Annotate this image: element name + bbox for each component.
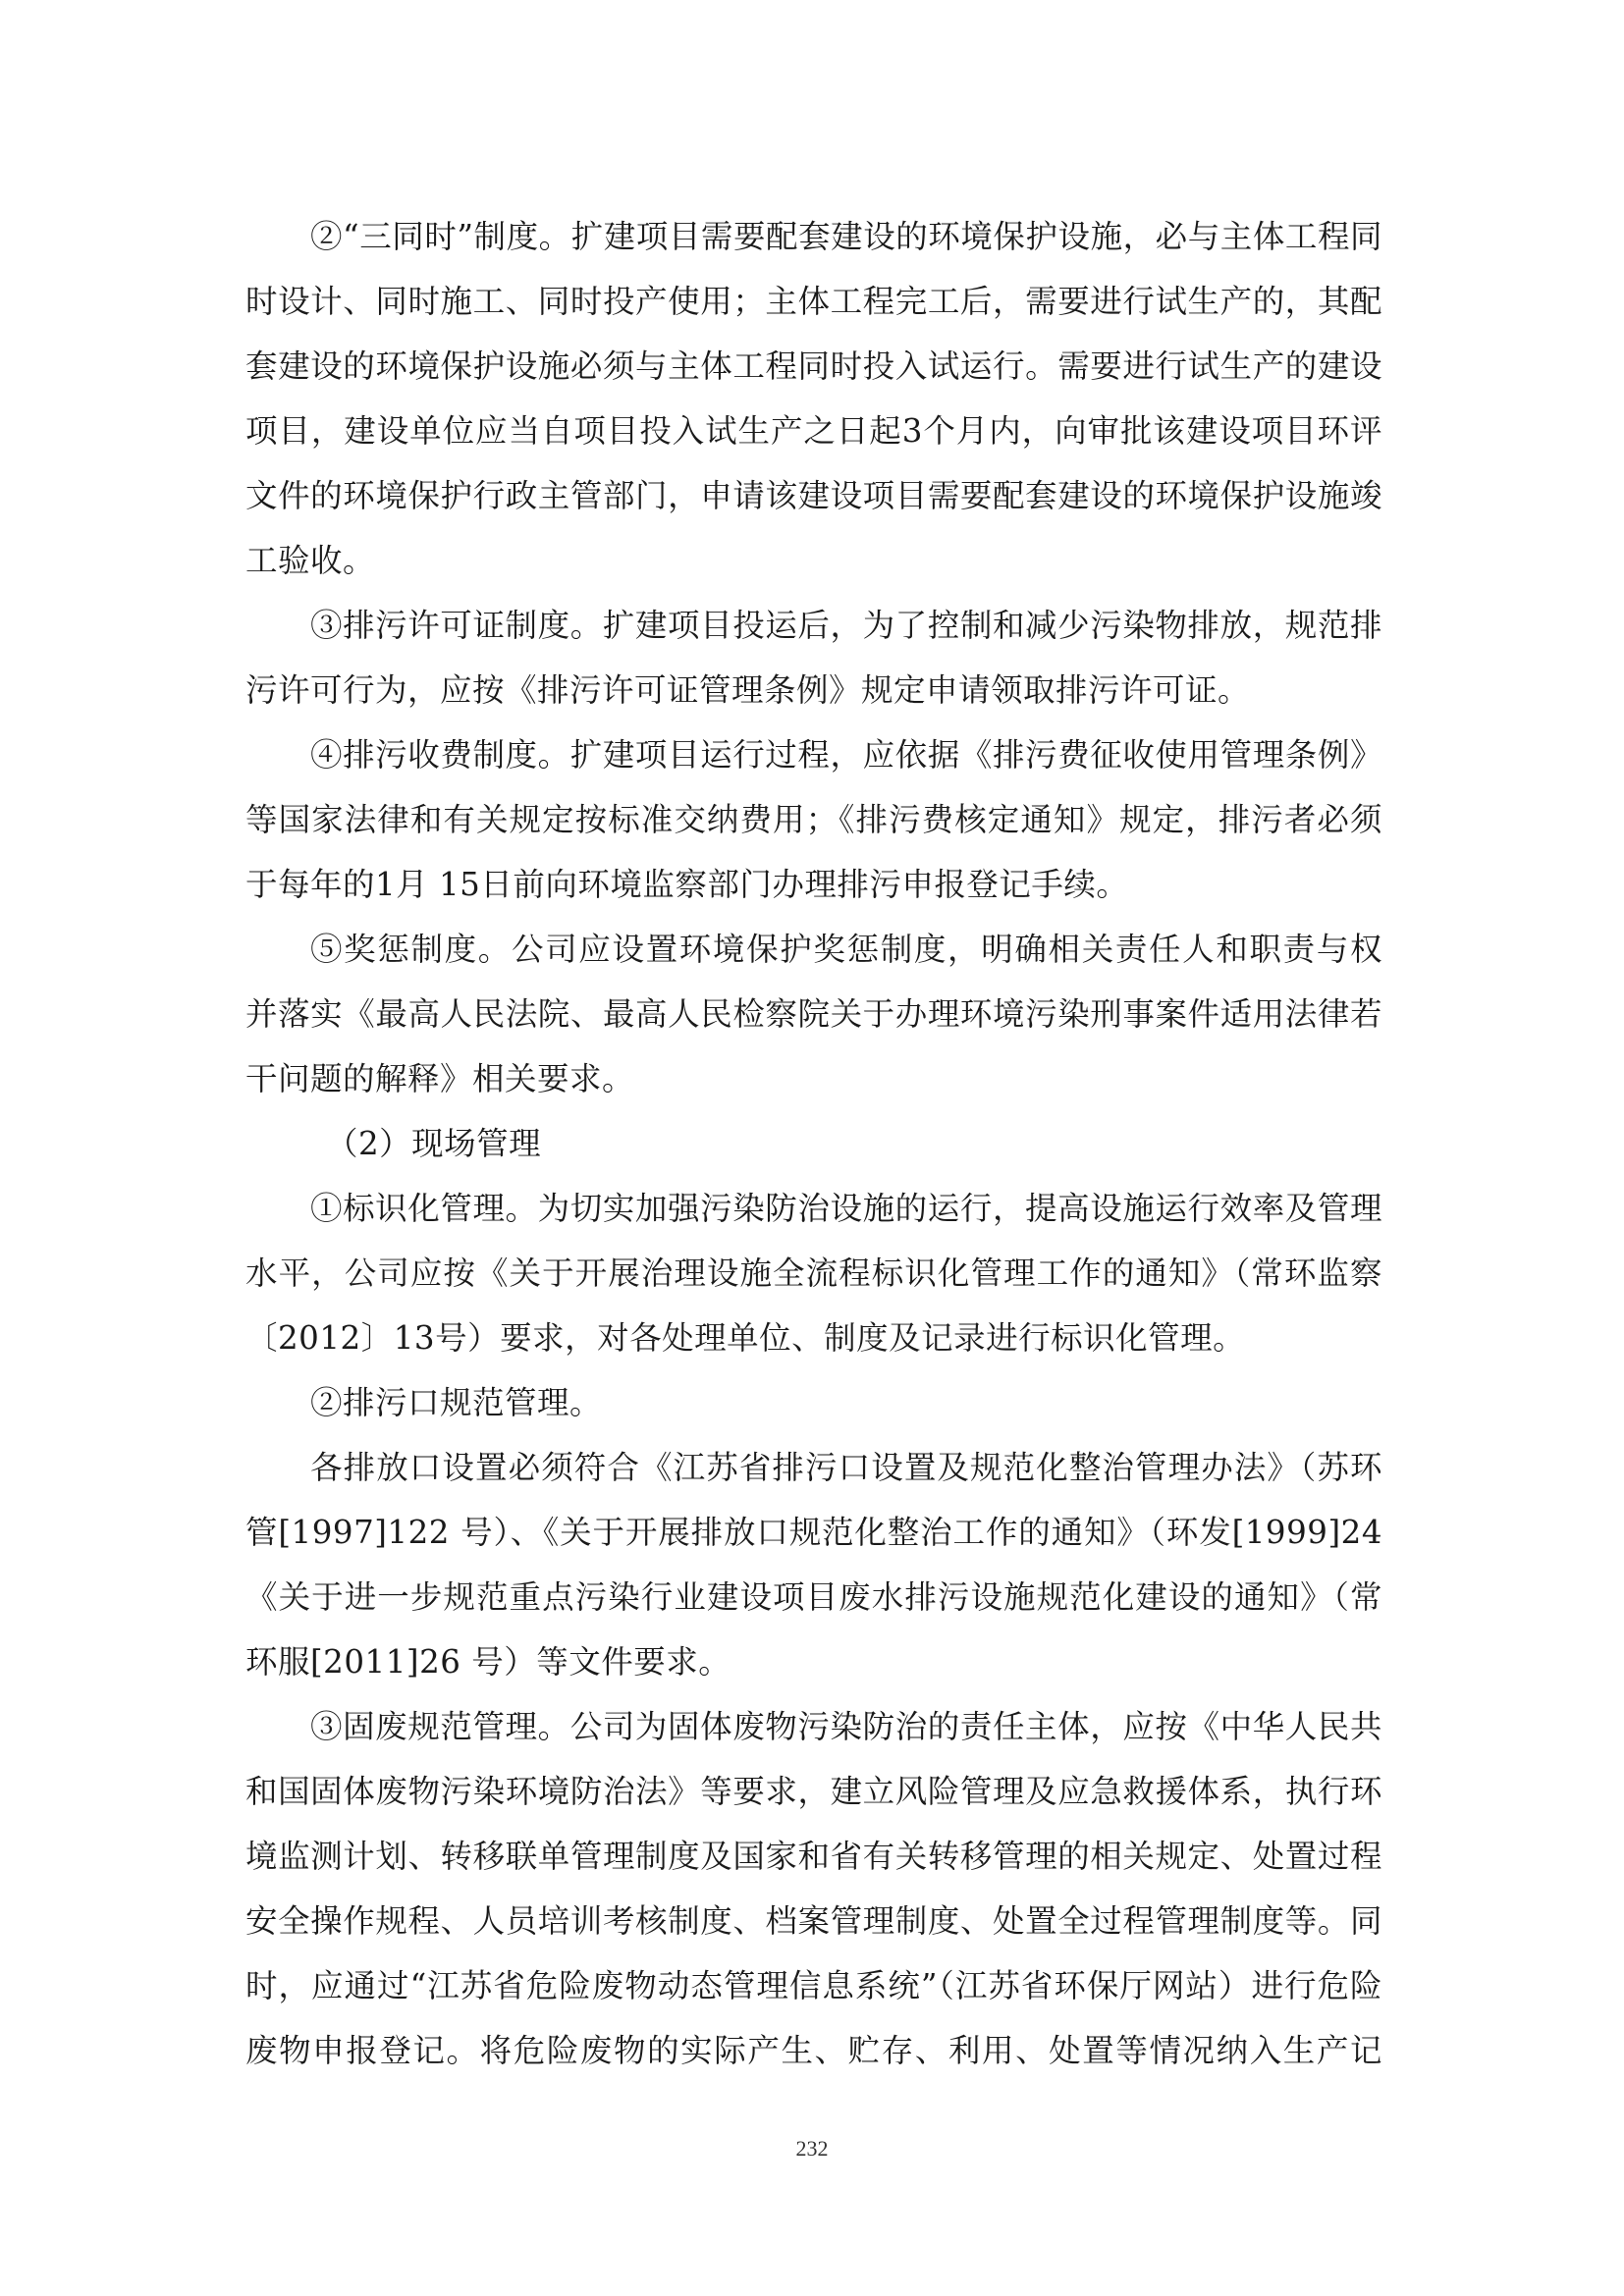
text-line: ③排污许可证制度。扩建项目投运后，为了控制和减少污染物排放，规范排 — [310, 607, 1382, 644]
text-line: 《关于进一步规范重点污染行业建设项目废水排污设施规范化建设的通知》（常 — [245, 1578, 1382, 1616]
text-line: 水平，公司应按《关于开展治理设施全流程标识化管理工作的通知》（常环监察 — [245, 1255, 1382, 1292]
body-text — [245, 204, 1382, 2083]
text-line: 各排放口设置必须符合《江苏省排污口设置及规范化整治管理办法》（苏环 — [310, 1449, 1382, 1486]
text-line: 〔2012〕13号）要求，对各处理单位、制度及记录进行标识化管理。 — [245, 1319, 1246, 1357]
text-line: 环服[2011]26 号）等文件要求。 — [245, 1643, 731, 1681]
text-line: 时，应通过“江苏省危险废物动态管理信息系统”（江苏省环保厅网站）进行危险 — [245, 1967, 1382, 2004]
text-line: 废物申报登记。将危险废物的实际产生、贮存、利用、处置等情况纳入生产记 — [245, 2032, 1382, 2069]
text-line: 管[1997]122 号）、《关于开展排放口规范化整治工作的通知》（环发[1999]24 — [245, 1514, 1382, 1551]
text-line: 于每年的1月 15日前向环境监察部门办理排污申报登记手续。 — [245, 866, 1129, 903]
text-line: （2）现场管理 — [326, 1125, 542, 1162]
text-line: 安全操作规程、人员培训考核制度、档案管理制度、处置全过程管理制度等。同 — [245, 1902, 1382, 1940]
text-line: 境监测计划、转移联单管理制度及国家和省有关转移管理的相关规定、处置过程 — [245, 1838, 1382, 1875]
text-line: ②排污口规范管理。 — [310, 1384, 603, 1421]
text-line: ①标识化管理。为切实加强污染防治设施的运行，提高设施运行效率及管理 — [310, 1190, 1382, 1227]
text-line: 套建设的环境保护设施必须与主体工程同时投入试运行。需要进行试生产的建设 — [245, 347, 1382, 385]
text-line: 干问题的解释》相关要求。 — [245, 1060, 635, 1097]
text-line: 污许可行为，应按《排污许可证管理条例》规定申请领取排污许可证。 — [245, 671, 1251, 709]
page-number: 232 — [795, 2136, 829, 2161]
text-line: ③固废规范管理。公司为固体废物污染防治的责任主体，应按《中华人民共 — [310, 1708, 1382, 1745]
text-line: 并落实《最高人民法院、最高人民检察院关于办理环境污染刑事案件适用法律若 — [245, 995, 1382, 1033]
text-line: 工验收。 — [245, 542, 376, 579]
text-line: ④排污收费制度。扩建项目运行过程，应依据《排污费征收使用管理条例》 — [310, 736, 1382, 774]
text-line: 文件的环境保护行政主管部门，申请该建设项目需要配套建设的环境保护设施竣 — [245, 477, 1382, 514]
text-line: ②“三同时”制度。扩建项目需要配套建设的环境保护设施，必与主体工程同 — [310, 218, 1382, 255]
text-line: 项目，建设单位应当自项目投入试生产之日起3个月内，向审批该建设项目环评 — [245, 412, 1382, 450]
text-line: 时设计、同时施工、同时投产使用；主体工程完工后，需要进行试生产的，其配 — [245, 283, 1382, 320]
text-line: ⑤奖惩制度。公司应设置环境保护奖惩制度，明确相关责任人和职责与权 — [310, 931, 1382, 968]
text-line: 等国家法律和有关规定按标准交纳费用；《排污费核定通知》规定，排污者必须 — [245, 801, 1382, 838]
text-line: 和国固体废物污染环境防治法》等要求，建立风险管理及应急救援体系，执行环 — [245, 1773, 1382, 1810]
